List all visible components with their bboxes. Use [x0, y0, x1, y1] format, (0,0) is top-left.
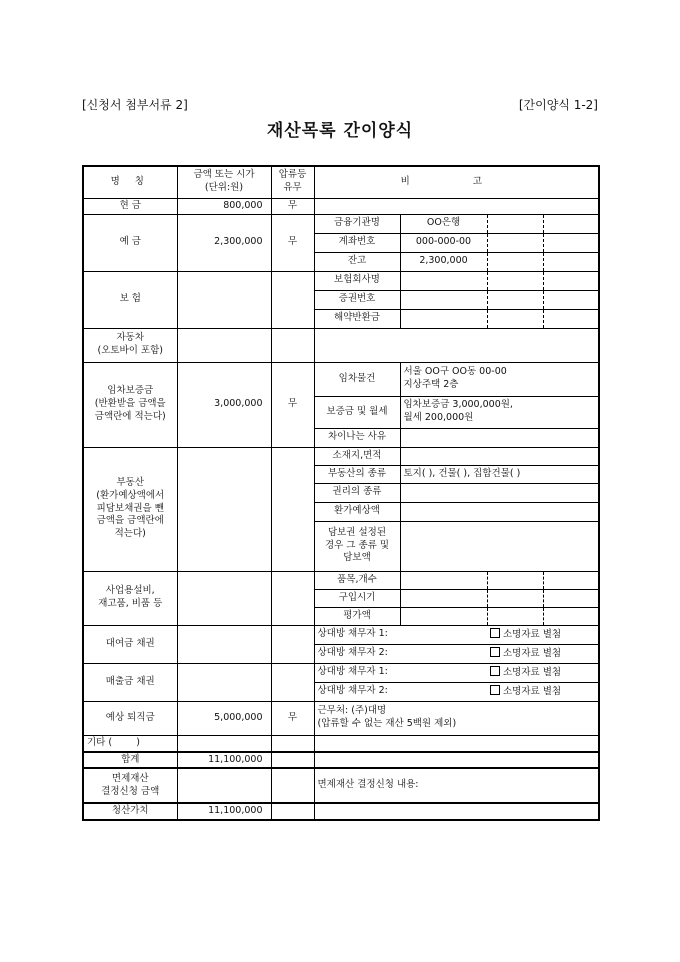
realestate-appraisal-label: 환가예상액 [314, 502, 400, 521]
lease-diff-label: 차이나는 사유 [314, 428, 400, 447]
liquidation-amount: 11,100,000 [177, 803, 271, 820]
row-retirement [83, 701, 599, 735]
retirement-label: 예상 퇴직금 [83, 701, 177, 735]
lease-amount: 3,000,000 [177, 362, 271, 447]
col-seizure-header: 압류등 유무 [271, 166, 314, 198]
realestate-location-label: 소재지,면적 [314, 447, 400, 465]
liquidation-label: 청산가치 [83, 803, 177, 820]
total-label: 합계 [83, 752, 177, 768]
realestate-label: 부동산 (환가예상액에서 피담보채권을 뺀 금액을 금액란에 적는다) [83, 447, 177, 571]
other-label: 기타 ( ) [83, 735, 177, 752]
loan-label: 대여금 채권 [83, 625, 177, 663]
deposit-seizure: 무 [271, 214, 314, 271]
deposit-account-label: 계좌번호 [314, 233, 400, 252]
lease-deposit-value: 임차보증금 3,000,000원, 월세 200,000원 [400, 396, 599, 428]
checkbox-icon[interactable] [490, 628, 500, 638]
exempt-remarks: 면제재산 결정신청 내용: [314, 768, 599, 803]
insurance-label: 보 험 [83, 271, 177, 328]
asset-list-table [82, 165, 600, 821]
lease-property-label: 임차물건 [314, 362, 400, 396]
insurance-policy-label: 증권번호 [314, 290, 400, 309]
sales-attach-2: 소명자료 별첨 [503, 685, 562, 697]
sales-label: 매출금 채권 [83, 663, 177, 701]
retirement-seizure: 무 [271, 701, 314, 735]
col-amount-header: 금액 또는 시가 (단위:원) [177, 166, 271, 198]
checkbox-icon[interactable] [490, 647, 500, 657]
realestate-type-value: 토지( ), 건물( ), 집합건물( ) [400, 465, 599, 483]
checkbox-icon[interactable] [490, 666, 500, 676]
col-name-header: 명 칭 [83, 166, 177, 198]
realestate-type-label: 부동산의 종류 [314, 465, 400, 483]
row-liquidation [83, 803, 599, 820]
lease-property-value: 서울 OO구 OO동 00-00 지상주택 2층 [400, 362, 599, 396]
cash-seizure: 무 [271, 198, 314, 214]
sales-attach-1: 소명자료 별첨 [503, 666, 562, 678]
realestate-right-label: 권리의 종류 [314, 483, 400, 502]
row-equipment-1 [83, 571, 599, 589]
realestate-secured-label: 담보권 설정된 경우 그 종류 및 담보액 [314, 521, 400, 571]
total-amount: 11,100,000 [177, 752, 271, 768]
cash-label: 현 금 [83, 198, 177, 214]
row-car [83, 328, 599, 362]
deposit-bank-value: OO은행 [400, 214, 487, 233]
row-exempt [83, 768, 599, 803]
col-remarks-header: 비 고 [314, 166, 599, 198]
sales-debtor-1: 상대방 채무자 1: [314, 663, 487, 682]
row-realestate-1 [83, 447, 599, 465]
deposit-label: 예 금 [83, 214, 177, 271]
cash-amount: 800,000 [177, 198, 271, 214]
loan-attach-2: 소명자료 별첨 [503, 647, 562, 659]
row-deposit-1 [83, 214, 599, 233]
checkbox-icon[interactable] [490, 685, 500, 695]
attachment-label: [신청서 첨부서류 2] [82, 98, 188, 112]
cash-remarks [314, 198, 599, 214]
car-label: 자동차 (오토바이 포함) [83, 328, 177, 362]
sales-debtor-2: 상대방 채무자 2: [314, 682, 487, 701]
equipment-purchase-label: 구입시기 [314, 589, 400, 607]
lease-label: 임차보증금 (반환받을 금액을 금액란에 적는다) [83, 362, 177, 447]
deposit-account-value: 000-000-00 [400, 233, 487, 252]
row-total [83, 752, 599, 768]
equipment-kind-label: 품목,개수 [314, 571, 400, 589]
row-cash [83, 198, 599, 214]
row-insurance-1 [83, 271, 599, 290]
lease-deposit-label: 보증금 및 월세 [314, 396, 400, 428]
loan-attach-1: 소명자료 별첨 [503, 628, 562, 640]
lease-seizure: 무 [271, 362, 314, 447]
retirement-remarks: 근무처: (주)대명 (압류할 수 없는 재산 5백원 제외) [314, 701, 599, 735]
retirement-amount: 5,000,000 [177, 701, 271, 735]
row-loan-1 [83, 625, 599, 644]
loan-debtor-2: 상대방 채무자 2: [314, 644, 487, 663]
deposit-bank-label: 금융기관명 [314, 214, 400, 233]
insurance-company-label: 보험회사명 [314, 271, 400, 290]
row-lease-1 [83, 362, 599, 396]
equipment-value-label: 평가액 [314, 607, 400, 625]
exempt-label: 면제재산 결정신청 금액 [83, 768, 177, 803]
table-header-row [83, 166, 599, 198]
loan-debtor-1: 상대방 채무자 1: [314, 625, 487, 644]
deposit-balance-value: 2,300,000 [400, 252, 487, 271]
form-type-label: [간이양식 1-2] [518, 98, 598, 112]
row-sales-1 [83, 663, 599, 682]
deposit-balance-label: 잔고 [314, 252, 400, 271]
equipment-label: 사업용설비, 재고품, 비품 등 [83, 571, 177, 625]
page-title: 재산목록 간이양식 [266, 121, 414, 141]
deposit-amount: 2,300,000 [177, 214, 271, 271]
row-other [83, 735, 599, 752]
insurance-refund-label: 해약반환금 [314, 309, 400, 328]
